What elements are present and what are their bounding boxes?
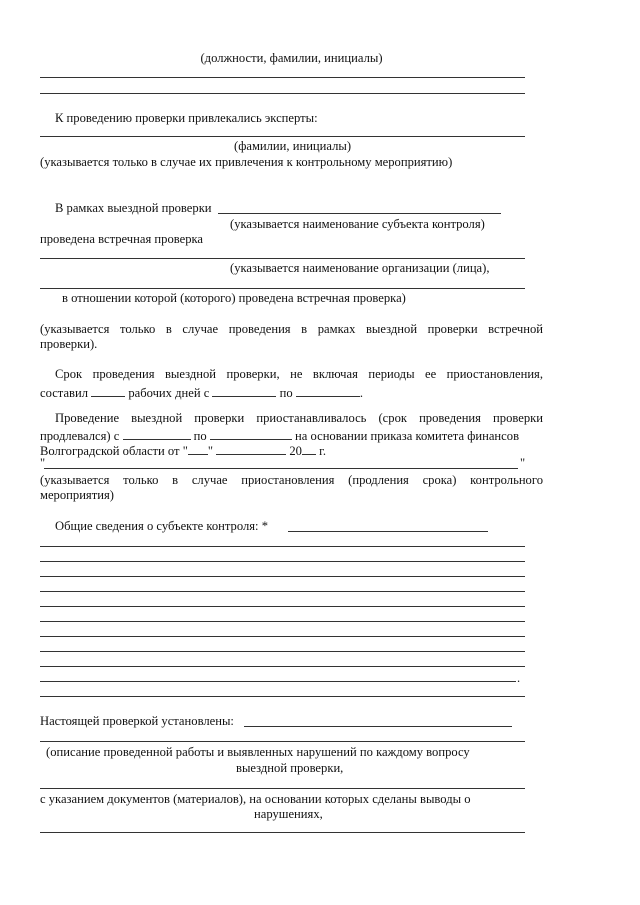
general-label: Общие сведения о субъекте контроля: * — [55, 519, 268, 533]
date-from-blank — [212, 385, 276, 397]
blank-line — [244, 726, 512, 727]
suspension-line-3: Волгоградской области от " " 20 г. — [40, 444, 326, 458]
blank-line — [40, 288, 525, 289]
blank-line — [40, 651, 525, 652]
org-caption: (указывается наименование организации (лица), — [230, 261, 490, 275]
susp-to-blank — [210, 428, 292, 440]
org-caption-2: в отношении которой (которого) проведена встречная проверка) — [62, 291, 406, 305]
quote-open: " — [40, 456, 46, 470]
order-name-line — [44, 468, 518, 469]
blank-line — [40, 788, 525, 789]
blank-line — [40, 576, 525, 577]
findings-caption-4: нарушениях, — [254, 807, 323, 821]
blank-line — [40, 696, 525, 697]
order-year-blank — [302, 443, 316, 455]
suspension-line-2: продлевался) с по на основании приказа комитета финансов — [40, 429, 520, 443]
experts-caption: (фамилии, инициалы) — [234, 139, 352, 153]
quote-close: " — [520, 456, 526, 470]
blank-line — [40, 832, 525, 833]
experts-note: (указывается только в случае их привлечения к контрольному мероприятию) — [40, 155, 453, 169]
findings-label: Настоящей проверкой установлены: — [40, 714, 234, 728]
blank-line — [40, 136, 525, 137]
order-month-blank — [216, 443, 286, 455]
blank-line — [218, 213, 501, 214]
counter-check-note-2: проверки). — [40, 337, 98, 351]
blank-line — [40, 93, 525, 94]
findings-caption-1: (описание проведенной работы и выявленных нарушений по каждому вопросу — [46, 745, 470, 759]
blank-line — [288, 531, 488, 532]
findings-caption-2: выездной проверки, — [236, 761, 344, 775]
header-caption: (должности, фамилии, инициалы) — [200, 51, 383, 65]
suspension-note: (указывается только в случае приостановления (продления срока) контрольного — [40, 473, 543, 487]
term-line-2: составил рабочих дней с по . — [40, 386, 363, 400]
suspension-line-1: Проведение выездной проверки приостанавливалось (срок проведения проверки — [55, 411, 543, 425]
term-line-1: Срок проведения выездной проверки, не включая периоды ее приостановления, — [55, 367, 543, 381]
blank-line — [40, 77, 525, 78]
suspension-note-2: мероприятия) — [40, 488, 114, 502]
days-blank — [91, 385, 125, 397]
subject-caption: (указывается наименование субъекта контроля) — [230, 217, 485, 231]
susp-from-blank — [123, 428, 191, 440]
blank-line — [40, 546, 525, 547]
order-day-blank — [188, 443, 208, 455]
findings-caption-3: с указанием документов (материалов), на основании которых сделаны выводы о — [40, 792, 471, 806]
blank-line — [40, 621, 525, 622]
counter-check-note: (указывается только в случае проведения в рамках выездной проверки встречной — [40, 322, 543, 336]
blank-line — [40, 561, 525, 562]
date-to-blank — [296, 385, 360, 397]
experts-intro: К проведению проверки привлекались эксперты: — [55, 111, 318, 125]
blank-line — [40, 258, 525, 259]
general-end-mark: . — [517, 671, 521, 685]
counter-check-conducted: проведена встречная проверка — [40, 232, 204, 246]
blank-line — [40, 636, 525, 637]
counter-check-intro: В рамках выездной проверки — [55, 201, 212, 215]
blank-line — [40, 666, 525, 667]
blank-line — [40, 591, 525, 592]
blank-line — [40, 741, 525, 742]
blank-line — [40, 606, 525, 607]
blank-line — [40, 681, 516, 682]
